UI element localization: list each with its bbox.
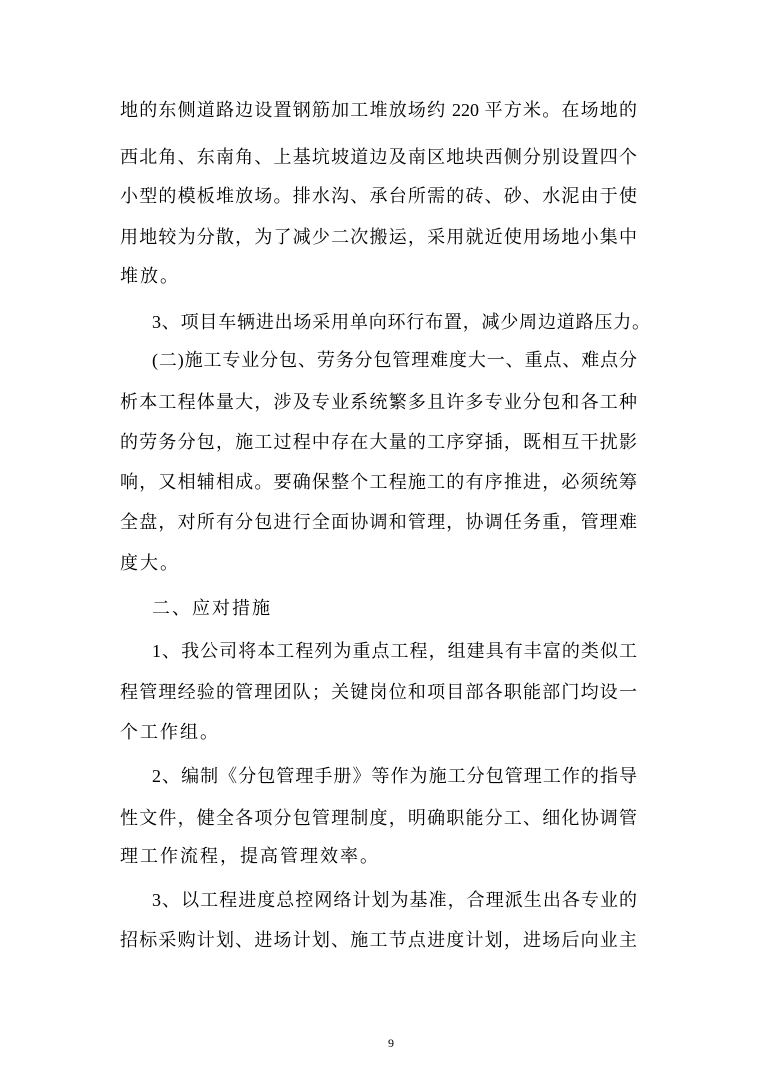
text-line: 西北角、东南角、上基坑坡道边及南区地块西侧分别设置四个 (120, 147, 637, 167)
page-number: 9 (388, 1036, 394, 1050)
text-line: 性文件，健全各项分包管理制度，明确职能分工、细化协调管 (120, 808, 637, 828)
text-line: 度大。 (120, 553, 180, 573)
text-line: 程管理经验的管理团队；关键岗位和项目部各职能部门均设一 (120, 682, 637, 702)
text-line: 招标采购计划、进场计划、施工节点进度计划，进场后向业主 (120, 930, 637, 950)
text-line: (二)施工专业分包、劳务分包管理难度大一、重点、难点分 (152, 350, 637, 370)
text-line: 理工作流程，提高管理效率。 (120, 846, 380, 866)
text-line: 全盘，对所有分包进行全面协调和管理，协调任务重，管理难 (120, 512, 637, 532)
text-line: 小型的模板堆放场。排水沟、承台所需的砖、砂、水泥由于使 (120, 186, 637, 206)
text-line: 1、我公司将本工程列为重点工程，组建具有丰富的类似工 (152, 641, 637, 661)
text-line: 地的东侧道路边设置钢筋加工堆放场约 220 平方米。在场地的 (120, 100, 637, 120)
text-line: 的劳务分包，施工过程中存在大量的工序穿插，既相互干扰影 (120, 432, 637, 452)
text-line: 用地较为分散，为了减少二次搬运，采用就近使用场地小集中 (120, 227, 637, 247)
text-line: 析本工程体量大，涉及专业系统繁多且许多专业分包和各工种 (120, 392, 637, 412)
section-heading: 二、应对措施 (152, 598, 272, 618)
text-line: 个工作组。 (120, 722, 220, 742)
text-line: 响，又相辅相成。要确保整个工程施工的有序推进，必须统筹 (120, 472, 637, 492)
text-line: 3、项目车辆进出场采用单向环行布置，减少周边道路压力。 (152, 312, 650, 332)
text-line: 2、编制《分包管理手册》等作为施工分包管理工作的指导 (152, 766, 637, 786)
text-line: 3、以工程进度总控网络计划为基准，合理派生出各专业的 (152, 890, 637, 910)
text-line: 堆放。 (120, 266, 180, 286)
